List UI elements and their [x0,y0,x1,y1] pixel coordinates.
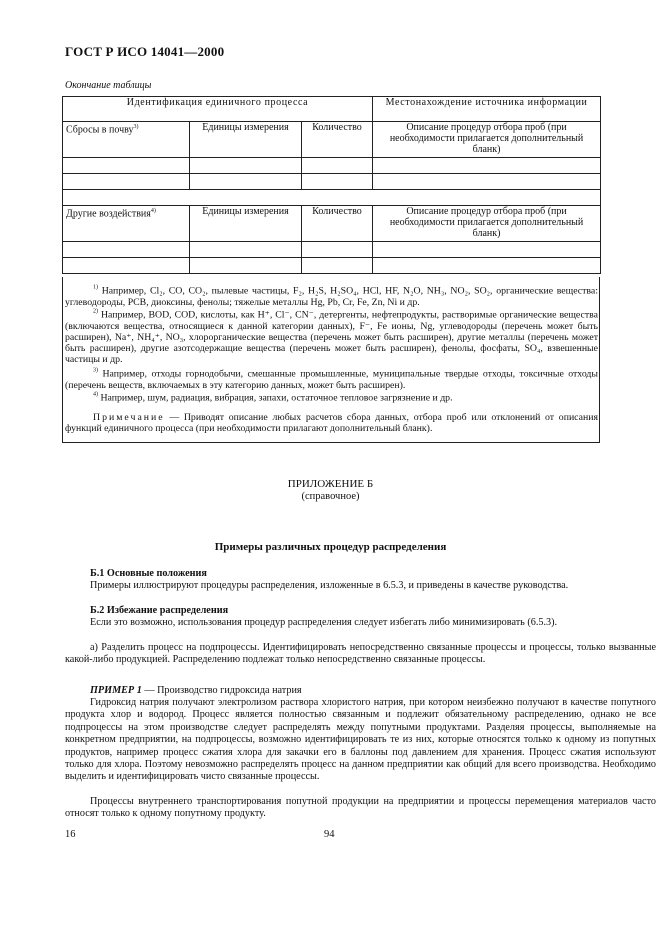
footnote-3: $^{3)}$ Например, отходы горнодобычи, смешанные промышленные, муниципальные твердые отходы, токсичные отходы (перечень веществ, включаемых в эту категорию данных, может быть расширен). [65,368,598,391]
document-header: ГОСТ Р ИСО 14041—2000 [65,44,225,59]
example-text-2: Процессы внутреннего транспортирования попутной продукции на предприятии и процессы перемещения материалов часто относят только к одному попутному продукту. [65,796,656,820]
page-number-center: 94 [324,829,335,840]
section-title: Примеры различных процедур распределения [214,541,447,553]
section2-description: Описание процедур отбора проб (при необходимости прилагается дополнительный бланк) [373,206,601,242]
data-table [62,96,601,274]
b2-text: Если это возможно, использования процедур распределения следует избегать либо минимизировать (6.5.3). [90,617,558,628]
example-title: ПРИМЕР 1 — Производство гидроксида натрия [90,685,302,696]
example-text: Гидроксид натрия получают электролизом раствора хлористого натрия, при котором неизбежно получают в качестве попутного продукта хлор и водород. Процесс является полностью связанным и подлежит обязательному распределению, однако не все подпроцессы на этом производстве следует распределять между попутными продуктами. Разделяя процессы, выполняемые на конкретном предприятии, на подпроцессы, возможно идентифицировать те из них, которые относятся только к одному из попутных продуктов, например процесс сжатия хлора для закачки его в баллоны под давлением для хранения. Процесс сжатия используют только для хлора. Поэтому невозможно распределять процесс на данном предприятии как общий для всего производства. Необходимо выделить и идентифицировать чисто связанные процессы. [65,697,656,783]
table-caption: Окончание таблицы [65,80,152,91]
header-source: Местонахождение источника информации [373,97,601,122]
section1-description: Описание процедур отбора проб (при необходимости прилагается дополнительный бланк) [373,122,601,158]
b2-item-a: а) Разделить процесс на подпроцессы. Идентифицировать непосредственно связанные процессы и процессы, только вызванные какой-либо продукцией. Распределению подлежат только непосредственно связанные процессы. [65,642,656,666]
footnote-1: $^{1)}$ Например, Cl₂, CO, CO₂, пылевые частицы, F₂, H₂S, H₂SO₄, HCl, HF, N₂O, NH₃, NO₂, SO₂, органические вещества: углеводороды, PCB, диоксины, фенолы; тяжелые металлы Hg, Pb, Cr, Fe, Zn, Ni и др. [65,285,598,308]
table-note: Примечание — Приводят описание любых расчетов сбора данных, отбора проб или отклонений от описания функций единичного процесса (при необходимости прилагают дополнительный бланк). [65,412,598,435]
appendix-subtitle: (справочное) [301,491,360,502]
section2-label: Другие воздействия$^{4)}$ [63,206,190,242]
page-number-left: 16 [65,829,76,840]
footnote-2: $^{2)}$ Например, BOD, COD, кислоты, как H⁺, Cl⁻, CN⁻, детергенты, нефтепродукты, растворимые органические вещества (включаются вещества, относящиеся к данной категории данных), F⁻, Fe ионы, Ng, углеводороды (перечень может быть расширен), Na⁺, NH₄⁺, NO₃, хлорорганические вещества (перечень может быть расширен), другие металлы (перечень может быть расширен), другие азотсодержащие вещества (перечень может быть расширен), фенолы, фосфаты, SO₄, взвешенные частицы и др. [65,309,598,366]
b1-heading: Б.1 Основные положения [90,568,207,579]
section1-units: Единицы измерения [190,122,302,158]
appendix-title: ПРИЛОЖЕНИЕ Б [287,478,374,490]
section2-units: Единицы измерения [190,206,302,242]
section1-label: Сбросы в почву$^{3)}$ [63,122,190,158]
section2-quantity: Количество [302,206,373,242]
b2-heading: Б.2 Избежание распределения [90,605,229,616]
b1-text: Примеры иллюстрируют процедуры распределения, изложенные в 6.5.3, и приведены в качестве руководства. [90,580,569,591]
header-identification: Идентификация единичного процесса [63,97,373,122]
section1-quantity: Количество [302,122,373,158]
footnote-4: $^{4)}$ Например, шум, радиация, вибрация, запахи, остаточное тепловое загрязнение и др. [93,392,453,404]
